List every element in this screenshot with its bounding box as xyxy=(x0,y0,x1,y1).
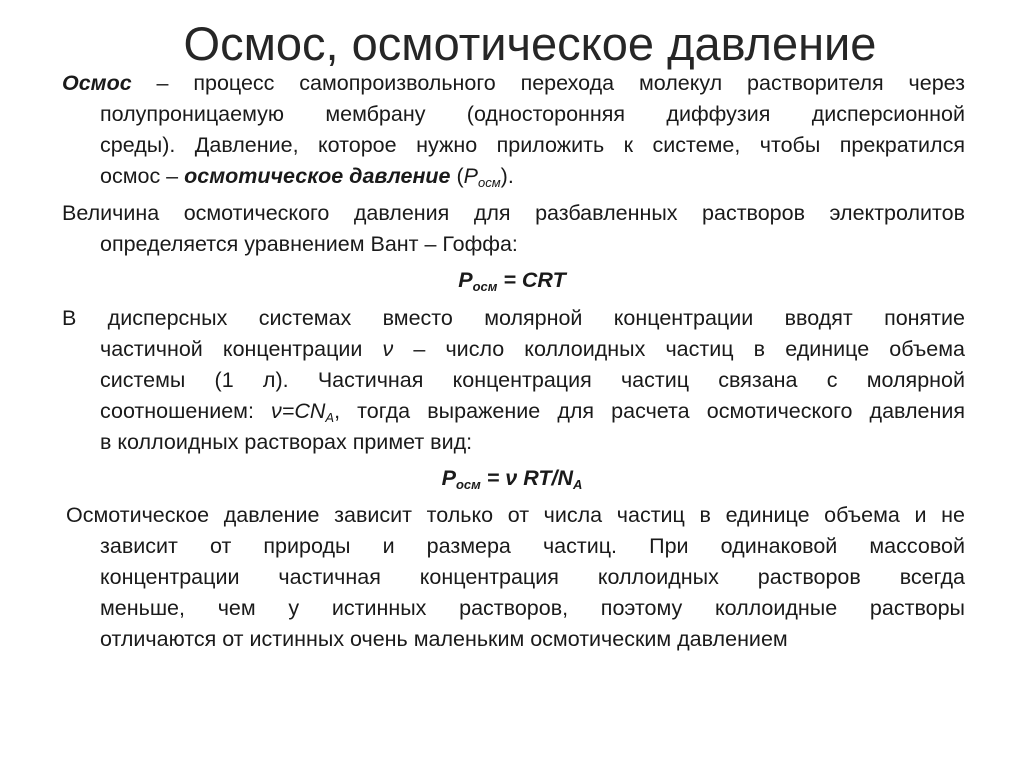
p1-line-4: осмос – осмотическое давление $(P_{осм})$. xyxy=(100,164,514,190)
p3-line-2: частичной концентрации ν – число коллоидных частиц в единице объема xyxy=(100,337,965,361)
p1-line-3: среды). Давление, которое нужно приложить к системе, чтобы прекратился xyxy=(100,133,965,157)
p3-line-3: системы (1 л). Частичная концентрация частиц связана с молярной xyxy=(100,368,965,392)
p4-line-2: зависит от природы и размера частиц. При одинаковой массовой xyxy=(100,534,965,558)
p1-line-1: Осмос – процесс самопроизвольного перехода молекул растворителя через xyxy=(62,71,965,95)
p3-line-1: В дисперсных системах вместо молярной концентрации вводят понятие xyxy=(62,306,965,330)
p4-line-4: меньше, чем у истинных растворов, поэтому коллоидные растворы xyxy=(100,596,965,620)
formula-van-t-hoff: $P_{осм}$ = CRT xyxy=(458,268,566,294)
formula-colloid: $P_{осм} = \nu$ $RT/N_A$ xyxy=(441,466,583,492)
p4-line-3: концентрации частичная концентрация коллоидных растворов всегда xyxy=(100,565,965,589)
slide-title: Осмос, осмотическое давление xyxy=(183,17,877,70)
p2-line-1: Величина осмотического давления для разбавленных растворов электролитов xyxy=(62,201,965,225)
term-osmotic-pressure: осмотическое давление xyxy=(184,164,451,188)
term-osmos: Осмос xyxy=(62,71,132,95)
p4-line-5: отличаются от истинных очень маленьким осмотическим давлением xyxy=(100,627,788,651)
p4-line-1: Осмотическое давление зависит только от числа частиц в единице объема и не xyxy=(66,503,965,527)
p3-line-4: соотношением: $\nu=CN_A$, тогда выражение для расчета осмотического давления xyxy=(100,399,965,425)
p3-line-5: в коллоидных растворах примет вид: xyxy=(100,430,473,454)
p1-line-2: полупроницаемую мембрану (односторонняя диффузия дисперсионной xyxy=(100,102,965,126)
p2-line-2: определяется уравнением Вант – Гоффа: xyxy=(100,232,518,256)
